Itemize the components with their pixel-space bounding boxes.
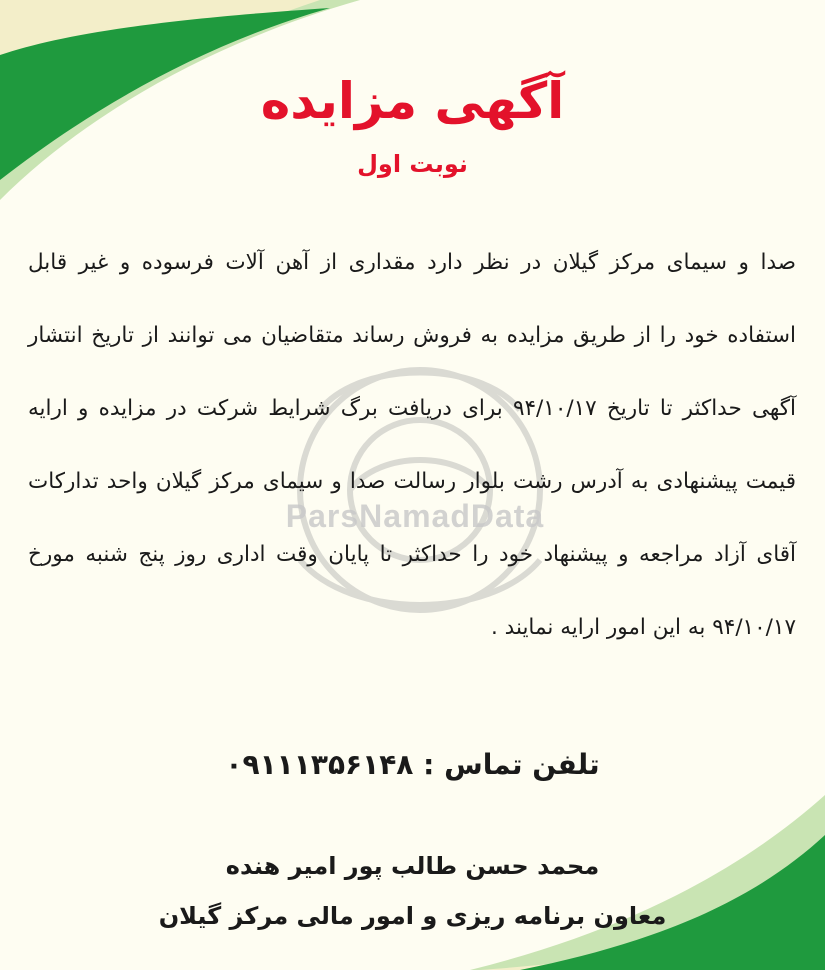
notice-paragraph: صدا و سیمای مرکز گیلان در نظر دارد مقداری از آهن آلات فرسوده و غیر قابل استفاده خود را از طریق مزایده به فروش رساند متقاضیان می توانند از تاریخ انتشار آگهی حداکثر تا تاریخ ۹۴/۱۰/۱۷ برای دریافت برگ شرایط شرکت در مزایده و ارایه قیمت پیشنهادی به آدرس رشت بلوار رسالت صدا و سیمای مرکز گیلان واحد تدارکات آقای آزاد مراجعه و پیشنهاد خود را حداکثر تا پایان وقت اداری روز پنج شنبه مورخ ۹۴/۱۰/۱۷ به این امور ارایه نمایند . (28, 250, 796, 640)
page-title: آگهی مزایده (260, 72, 565, 130)
page-subtitle: نوبت اول (357, 150, 468, 178)
signer-name: محمد حسن طالب پور امیر هنده (225, 852, 600, 880)
phone-number: ۰۹۱۱۱۳۵۶۱۴۸ (225, 748, 414, 781)
contact-phone (60, 748, 765, 781)
signer-title: معاون برنامه ریزی و امور مالی مرکز گیلان (158, 902, 667, 930)
phone-label: تلفن تماس : (423, 748, 600, 781)
watermark-brand: ParsNamadData (285, 498, 545, 534)
notice-body (28, 226, 796, 664)
